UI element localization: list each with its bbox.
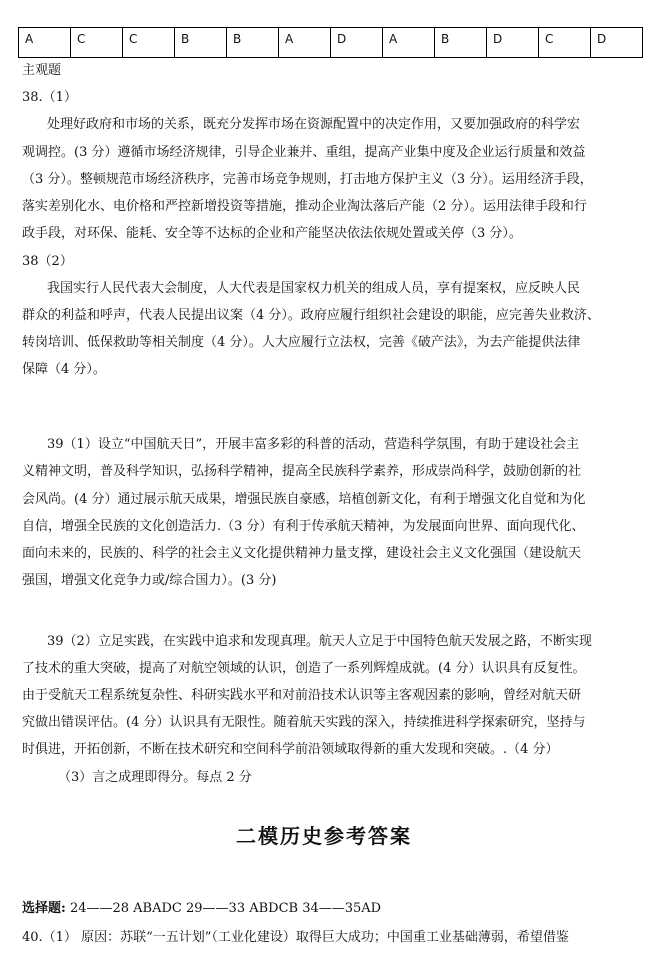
answer-cell: D (487, 28, 539, 58)
answer-cell: D (331, 28, 383, 58)
answer-cell: D (591, 28, 643, 58)
answer-cell: C (71, 28, 123, 58)
q40-line: 40.（1） 原因：苏联“一五计划”（工业化建设）取得巨大成功；中国重工业基础薄弱，希望借鉴 (22, 930, 569, 945)
q38-1-heading: 38.（1） (22, 90, 77, 105)
q39-2-line: 39（2）立足实践，在实践中追求和发现真理。航天人立足于中国特色航天发展之路，不断实现 (47, 634, 592, 649)
history-answer-title: 二模历史参考答案 (236, 824, 412, 848)
q38-1-line: 处理好政府和市场的关系，既充分发挥市场在资源配置中的决定作用，又要加强政府的科学宏 (47, 117, 581, 132)
answer-cell: C (539, 28, 591, 58)
answer-cell: A (279, 28, 331, 58)
q38-1-line: 政手段，对环保、能耗、安全等不达标的企业和产能坚决依法依规处置或关停（3 分）。 (22, 226, 522, 241)
choice-answers: 24——28 ABADC 29——33 ABDCB 34——35AD (69, 901, 382, 916)
answer-table (18, 27, 643, 58)
q38-2-heading: 38（2） (22, 254, 73, 269)
q38-2-line: 群众的利益和呼声，代表人民提出议案（4 分）。政府应履行组织社会建设的职能，应完善失业救济、 (22, 308, 600, 323)
answer-cell: A (383, 28, 435, 58)
answer-row (19, 28, 643, 58)
q39-2-line: 时俱进，开拓创新，不断在技术研究和空间科学前沿领域取得新的重大发现和突破。.（4 分） (22, 742, 559, 757)
q38-1-line: （3 分）。整顿规范市场经济秩序，完善市场竞争规则，打击地方保护主义（3 分）。运用经济手段， (22, 172, 593, 187)
answer-cell: B (435, 28, 487, 58)
q39-2-line: 究做出错误评估。(4 分）认识具有无限性。随着航天实践的深入，持续推进科学探索研究，坚持与 (22, 715, 586, 730)
q39-1-line: 自信，增强全民族的文化创造活力.（3 分）有利于传承航天精神，为发展面向世界、面向现代化、 (22, 519, 585, 534)
q38-1-line: 落实差别化水、电价格和严控新增投资等措施，推动企业淘汰落后产能（2 分）。运用法律手段和行 (22, 199, 587, 214)
q39-2-line: 由于受航天工程系统复杂性、科研实践水平和对前沿技术认识等主客观因素的影响，曾经对航天研 (22, 688, 582, 703)
q39-1-line: 39（1）设立“中国航天日”，开展丰富多彩的科普的活动，营造科学氛围，有助于建设社会主 (47, 437, 580, 452)
q38-2-line: 我国实行人民代表大会制度，人大代表是国家权力机关的组成人员，享有提案权，应反映人民 (47, 281, 581, 296)
answer-cell: C (123, 28, 175, 58)
q38-2-line: 保障（4 分）。 (22, 362, 106, 377)
q39-1-line: 面向未来的，民族的、科学的社会主义文化提供精神力量支撑，建设社会主义文化强国（建设航天 (22, 546, 582, 561)
q39-1-line: 义精神文明，普及科学知识，弘扬科学精神，提高全民族科学素养，形成崇尚科学，鼓励创新的社 (22, 464, 582, 479)
answer-cell: B (227, 28, 279, 58)
answer-cell: B (175, 28, 227, 58)
q39-2-line: 了技术的重大突破，提高了对航空领域的认识，创造了一系列辉煌成就。(4 分）认识具有反复性。 (22, 661, 586, 676)
choice-line (22, 901, 381, 917)
q39-1-line: 强国，增强文化竞争力或/综合国力）。(3 分) (22, 573, 277, 588)
q38-1-line: 观调控。(3 分）遵循市场经济规律，引导企业兼并、重组，提高产业集中度及企业运行质量和效益 (22, 145, 586, 160)
section-label: 主观题 (22, 63, 62, 78)
q39-3-text: （3）言之成理即得分。每点 2 分 (58, 770, 252, 785)
q38-2-line: 转岗培训、低保救助等相关制度（4 分）。人大应履行立法权，完善《破产法》，为去产能提供法律 (22, 335, 581, 350)
q39-1-line: 会风尚。(4 分）通过展示航天成果，增强民族自豪感，培植创新文化，有利于增强文化自觉和为化 (22, 492, 586, 507)
choice-label: 选择题: (22, 901, 66, 916)
answer-cell: A (19, 28, 71, 58)
